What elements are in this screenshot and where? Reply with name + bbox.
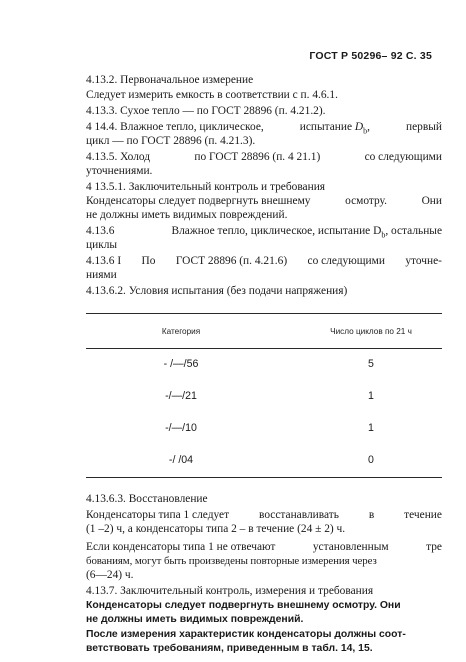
clause-4-13-5-1-line1: Конденсаторы следует подвергнуть внешнему осмотру. Они xyxy=(86,195,442,207)
clause-4-13-7-line2: не должны иметь видимых повреждений. xyxy=(86,614,304,625)
clause-4-13-2-text: Следует измерить емкость в соответствии с п. 4.6.1. xyxy=(86,89,338,101)
clause-4-13-6-3-line2: (1 –2) ч, а конденсаторы типа 2 – в течение (24 ± 2) ч. xyxy=(86,523,346,535)
table-top-rule xyxy=(86,313,442,314)
clause-4-13-7-heading: 4.13.7. Заключительный контроль, измерения и требования xyxy=(86,585,374,597)
clause-4-13-6-3-line1: Конденсаторы типа 1 следует восстанавливать в течение xyxy=(86,509,442,521)
clause-4-13-6-3-line3: Если конденсаторы типа 1 не отвечают установленным тре xyxy=(86,541,442,553)
clause-4-13-7-line1: Конденсаторы следует подвергнуть внешнему осмотру. Они xyxy=(86,600,401,611)
table-row-category: -/—/21 xyxy=(165,390,197,402)
clause-4-13-3: 4.13.3. Сухое тепло — по ГОСТ 28896 (п. 4.21.2). xyxy=(86,105,326,117)
clause-4-13-7-line4: ветствовать требованиям, приведенным в табл. 14, 15. xyxy=(86,643,373,654)
clause-4-13-2-heading: 4.13.2. Первоначальное измерение xyxy=(86,74,254,86)
table-row-cycles: 1 xyxy=(368,422,374,434)
table-row-category: -/ /04 xyxy=(168,454,194,466)
clause-4-13-5-1-heading: 4 13.5.1. Заключительный контроль и требования xyxy=(86,181,326,193)
table-row-cycles: 5 xyxy=(368,358,374,370)
clause-4-13-6-line2: циклы xyxy=(86,239,118,251)
table-row-category: -/—/10 xyxy=(165,422,197,434)
table-row-cycles: 1 xyxy=(368,390,374,402)
clause-4-13-6-1-line2: ниями xyxy=(86,269,117,281)
table-header-cycles: Число циклов по 21 ч xyxy=(330,327,412,336)
table-row-category: - /—/56 xyxy=(163,358,199,370)
clause-4-13-6-2-heading: 4.13.6.2. Условия испытания (без подачи напряжения) xyxy=(86,285,348,297)
clause-4-13-6-1-line1: 4.13.6 I По ГОСТ 28896 (п. 4.21.6) со следующими уточне- xyxy=(86,255,442,267)
table-row-cycles: 0 xyxy=(368,454,374,466)
clause-4-13-6-3-line5: (6—24) ч. xyxy=(86,569,134,581)
clause-4-13-5-line2: уточнениями. xyxy=(86,165,153,177)
clause-4-14-4-line1: 4 14.4. Влажное тепло, циклическое, испытание $D_b$, первый xyxy=(86,121,442,136)
clause-4-13-6-3-line4: бованиям, могут быть произведены повторные измерения через xyxy=(86,555,377,567)
clause-4-13-5-1-line2: не должны иметь видимых повреждений. xyxy=(86,209,288,221)
clause-4-13-5-line1: 4.13.5. Холод по ГОСТ 28896 (п. 4 21.1) со следующими xyxy=(86,151,442,163)
clause-4-13-7-line3: После измерения характеристик конденсаторы должны соот- xyxy=(86,629,406,640)
running-header: ГОСТ Р 50296– 92 С. 35 xyxy=(309,50,432,62)
clause-4-14-4-line2: цикл — по ГОСТ 28896 (п. 4.21.3). xyxy=(86,135,256,147)
table-header-category: Категория xyxy=(161,327,201,336)
table-bottom-rule xyxy=(86,477,442,478)
table-header-rule xyxy=(86,348,442,349)
clause-4-13-6-3-heading: 4.13.6.3. Восстановление xyxy=(86,493,208,505)
clause-4-13-6-line1: 4.13.6 Влажное тепло, циклическое, испытание $D_b$, остальные xyxy=(86,225,442,240)
